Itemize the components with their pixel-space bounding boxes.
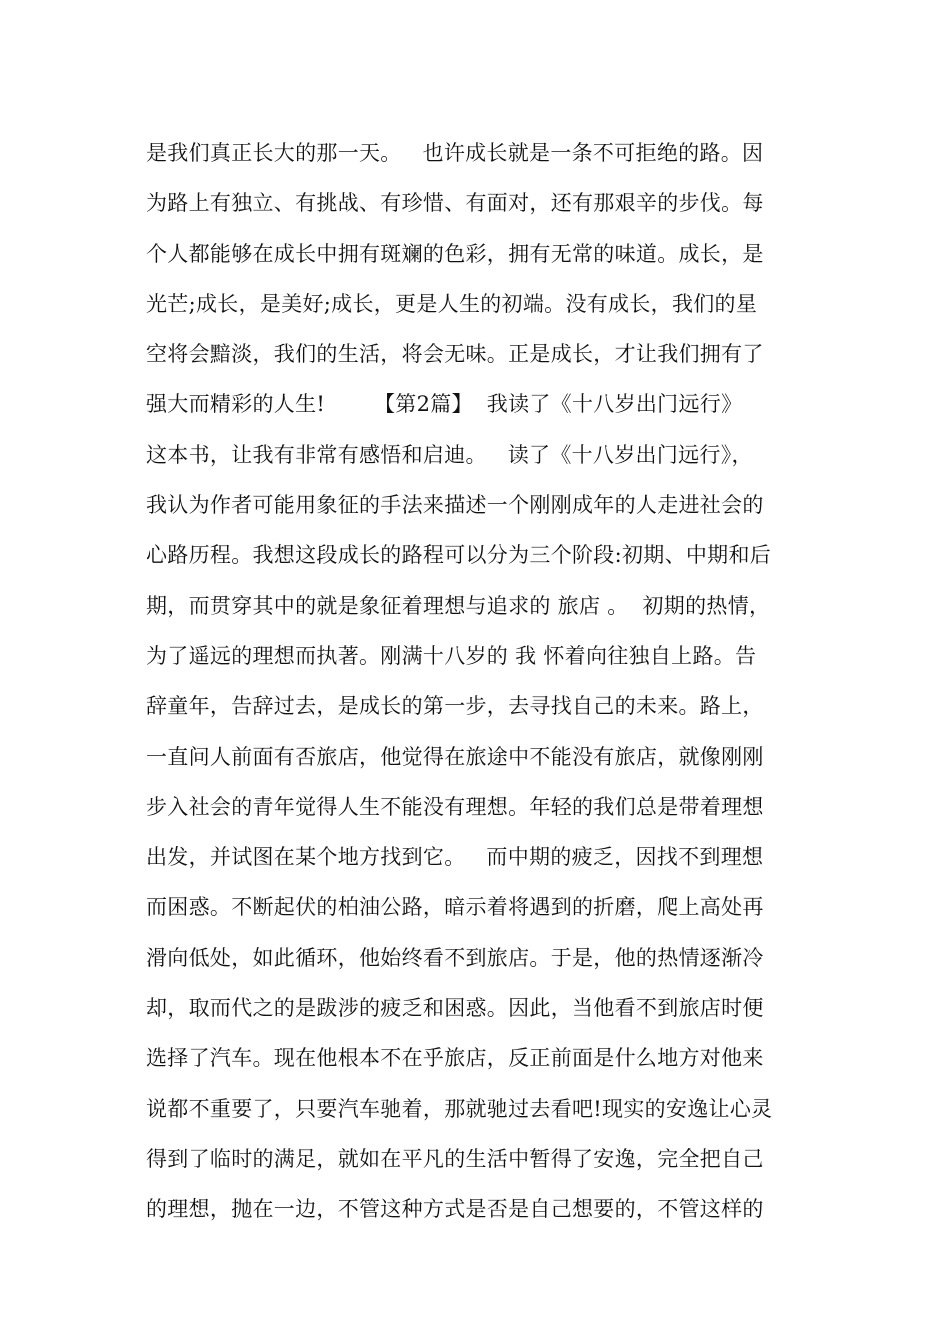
text-line: 我认为作者可能用象征的手法来描述一个刚刚成年的人走进社会的 [146, 493, 764, 518]
text-line: 而困惑。不断起伏的柏油公路，暗示着将遇到的折磨，爬上高处再 [146, 895, 764, 920]
text-line: 心路历程。我想这段成长的路程可以分为三个阶段:初期、中期和后 [146, 543, 772, 568]
text-line: 这本书，让我有非常有感悟和启迪。 读了《十八岁出门远行》， [146, 442, 753, 467]
text-line: 是我们真正长大的那一天。 也许成长就是一条不可拒绝的路。因 [146, 141, 764, 165]
text-line: 得到了临时的满足，就如在平凡的生活中暂得了安逸，完全把自己 [146, 1146, 764, 1171]
text-line: 光芒;成长，是美好;成长，更是人生的初端。没有成长，我们的星 [146, 291, 758, 316]
text-line: 辞童年，告辞过去，是成长的第一步，去寻找自己的未来。路上， [146, 694, 764, 719]
text-line: 期，而贯穿其中的就是象征着理想与追求的 旅店 。 初期的热情， [146, 593, 771, 618]
text-line: 空将会黯淡，我们的生活，将会无味。正是成长，才让我们拥有了 [146, 342, 764, 367]
text-line: 个人都能够在成长中拥有斑斓的色彩，拥有无常的味道。成长，是 [146, 241, 764, 266]
body-text [146, 128, 846, 1235]
text-line: 强大而精彩的人生! 【第2篇】 我读了《十八岁出门远行》 [146, 392, 743, 417]
text-line: 为了遥远的理想而执著。刚满十八岁的 我 怀着向往独自上路。告 [146, 643, 757, 668]
text-line: 的理想，抛在一边，不管这种方式是否是自己想要的，不管这样的 [146, 1197, 764, 1222]
text-line: 却，取而代之的是跋涉的疲乏和困惑。因此，当他看不到旅店时便 [146, 996, 764, 1021]
text-line: 出发，并试图在某个地方找到它。 而中期的疲乏，因找不到理想 [146, 845, 764, 870]
text-line: 步入社会的青年觉得人生不能没有理想。年轻的我们总是带着理想 [146, 794, 764, 819]
text-line: 选择了汽车。现在他根本不在乎旅店，反正前面是什么地方对他来 [146, 1046, 764, 1071]
text-line: 说都不重要了，只要汽车驰着，那就驰过去看吧!现实的安逸让心灵 [146, 1096, 773, 1121]
text-line: 为路上有独立、有挑战、有珍惜、有面对，还有那艰辛的步伐。每 [146, 191, 764, 216]
text-line: 一直问人前面有否旅店，他觉得在旅途中不能没有旅店，就像刚刚 [146, 744, 764, 769]
text-line: 滑向低处，如此循环，他始终看不到旅店。于是，他的热情逐渐冷 [146, 945, 764, 970]
